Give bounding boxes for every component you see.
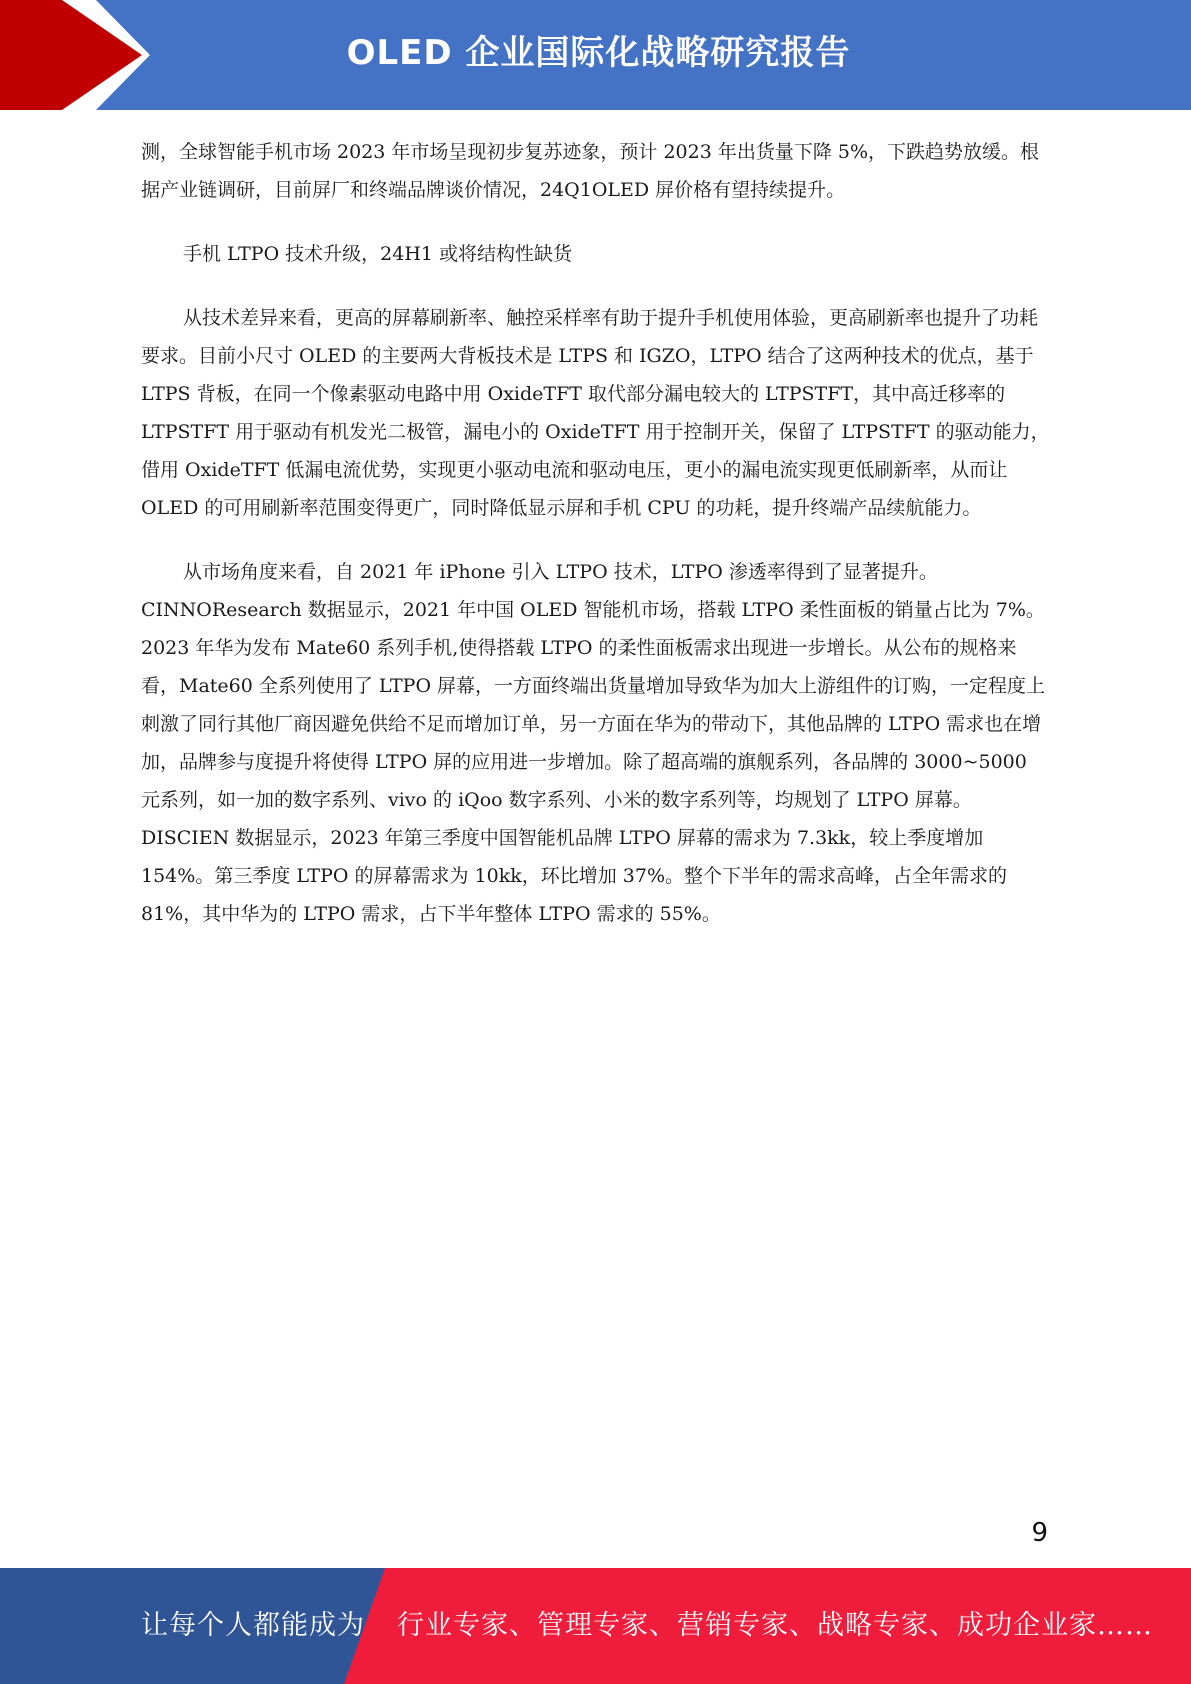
footer-bar xyxy=(0,1568,1191,1684)
paragraph: 从市场角度来看，自 2021 年 iPhone 引入 LTPO 技术，LTPO 渗透率得到了显著提升。CINNOResearch 数据显示，2021 年中国 OLED 智能机市场，搭载 LTPO 柔性面板的销量占比为 7%。2023 年华为发布 Mate60 系列手机,使得搭载 LTPO 的柔性面板需求出现进一步增长。从公布的规格来看，Mate60 全系列使用了 LTPO 屏幕，一方面终端出货量增加导致华为加大上游组件的订购，一定程度上刺激了同行其他厂商因避免供给不足而增加订单，另一方面在华为的带动下，其他品牌的 LTPO 需求也在增加，品牌参与度提升将使得 LTPO 屏的应用进一步增加。除了超高端的旗舰系列，各品牌的 3000~5000 元系列，如一加的数字系列、vivo 的 iQoo 数字系列、小米的数字系列等，均规划了 LTPO 屏幕。DISCIEN 数据显示，2023 年第三季度中国智能机品牌 LTPO 屏幕的需求为 7.3kk，较上季度增加 154%。第三季度 LTPO 的屏幕需求为 10kk，环比增加 37%。整个下半年的需求高峰，占全年需求的 81%，其中华为的 LTPO 需求，占下半年整体 LTPO 需求的 55%。 xyxy=(141,561,1046,925)
page-number: 9 xyxy=(1031,1518,1048,1548)
section-heading: 手机 LTPO 技术升级，24H1 或将结构性缺货 xyxy=(183,243,573,265)
paragraph: 从技术差异来看，更高的屏幕刷新率、触控采样率有助于提升手机使用体验，更高刷新率也提升了功耗要求。目前小尺寸 OLED 的主要两大背板技术是 LTPS 和 IGZO，LTPO 结合了这两种技术的优点，基于 LTPS 背板，在同一个像素驱动电路中用 OxideTFT 取代部分漏电较大的 LTPSTFT，其中高迁移率的 LTPSTFT 用于驱动有机发光二极管，漏电小的 OxideTFT 用于控制开关，保留了 LTPSTFT 的驱动能力，借用 OxideTFT 低漏电流优势，实现更小驱动电流和驱动电压，更小的漏电流实现更低刷新率，从而让 OLED 的可用刷新率范围变得更广，同时降低显示屏和手机 CPU 的功耗，提升终端产品续航能力。 xyxy=(141,307,1050,519)
report-title: OLED 企业国际化战略研究报告 xyxy=(346,33,851,73)
header-bar xyxy=(0,0,1191,110)
paragraph: 测，全球智能手机市场 2023 年市场呈现初步复苏迹象，预计 2023 年出货量下降 5%，下跌趋势放缓。根据产业链调研，目前屏厂和终端品牌谈价情况，24Q1OLED 屏价格有望持续提升。 xyxy=(141,141,1040,201)
body-text xyxy=(141,133,1051,959)
footer-slogan-right: 行业专家、管理专家、营销专家、战略专家、成功企业家…… xyxy=(397,1610,1153,1641)
footer-slogan-left: 让每个人都能成为 xyxy=(141,1610,365,1641)
